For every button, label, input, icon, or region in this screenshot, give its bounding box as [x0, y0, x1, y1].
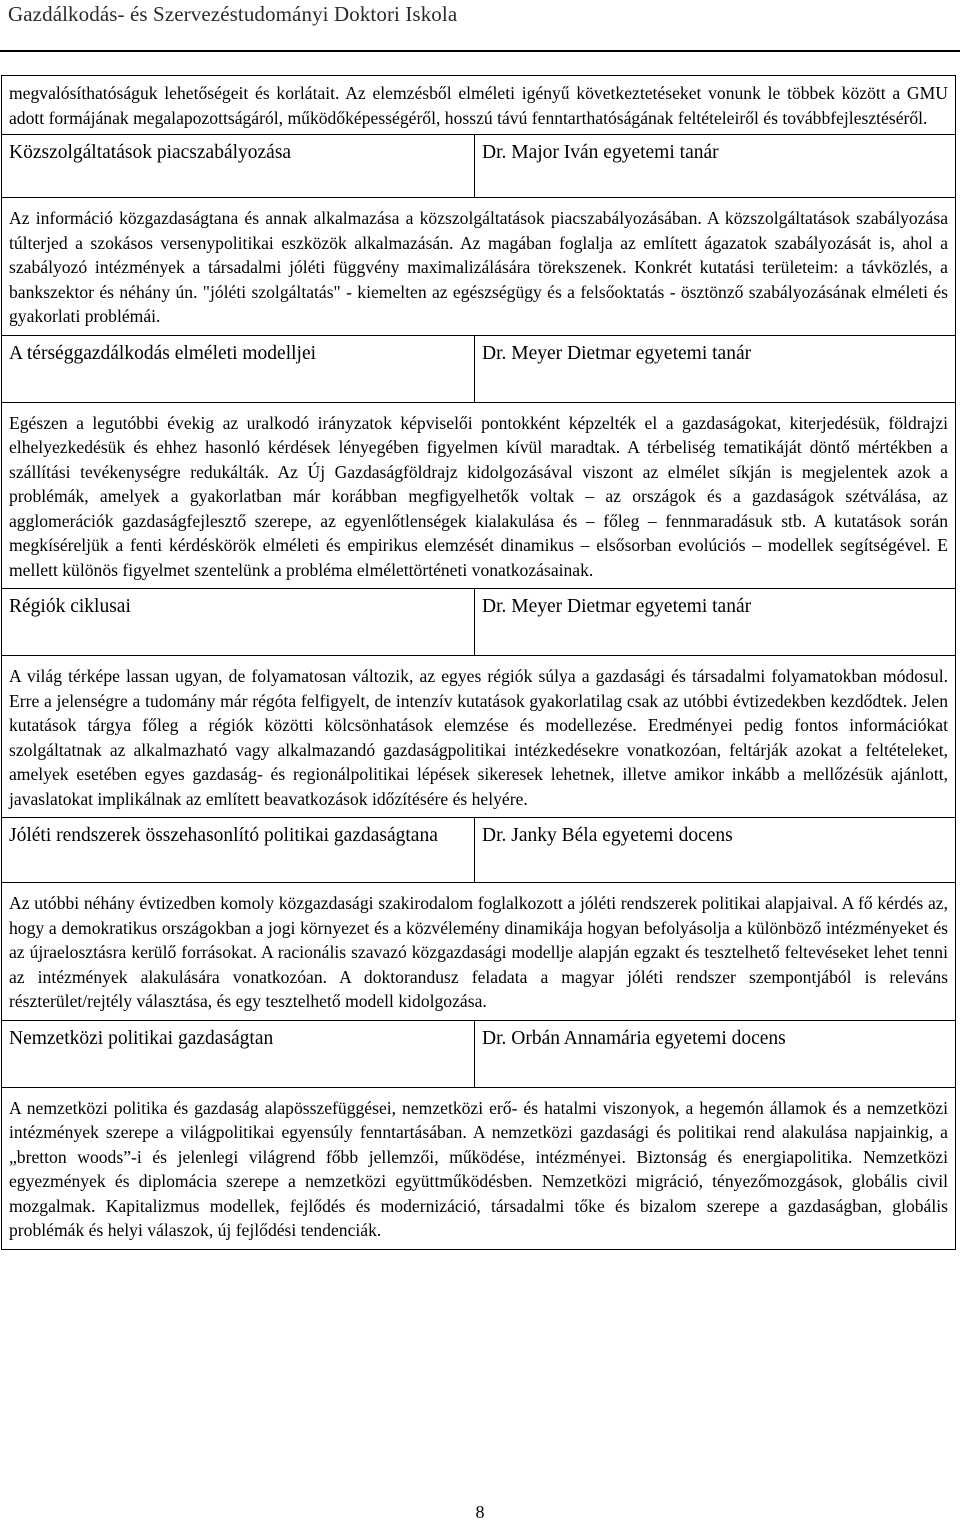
course-title: Régiók ciklusai	[2, 589, 475, 656]
course-header-row	[2, 335, 956, 402]
course-description: Az utóbbi néhány évtizedben komoly közgazdasági szakirodalom foglalkozott a jóléti rendszerek politikai alapjaival. A fő kérdés az, hogy a demokratikus országokban a jogi környezet és a közvélemény dinamikája hogyan befolyásolja a különböző intézményeket és az újraelosztásra kerülő forrásokat. A racionális szavazó közgazdasági modellje alapján egzakt és tesztelhető feltevéseket lehet tenni az intézmények alakulására vonatkozóan. A doktorandusz feladata a magyar jóléti rendszer szempontjából is releváns részterület/rejtély választása, és egy tesztelhető modell kidolgozása.	[2, 883, 956, 1021]
course-title: A térséggazdálkodás elméleti modelljei	[2, 335, 475, 402]
header-rule	[0, 50, 960, 52]
course-table	[1, 75, 956, 1250]
course-header-row	[2, 589, 956, 656]
course-description-row	[2, 1087, 956, 1249]
document-header: Gazdálkodás- és Szervezéstudományi Doktori Iskola	[8, 2, 458, 26]
course-title: Nemzetközi politikai gazdaságtan	[2, 1020, 475, 1087]
intro-row	[2, 76, 956, 135]
course-lecturer: Dr. Janky Béla egyetemi docens	[475, 818, 956, 883]
course-description: Egészen a legutóbbi évekig az uralkodó irányzatok képviselői pontokként képzelték el a gazdaságokat, kiterjedésük, földrajzi elhelyezkedésük és ehhez hasonló kérdések lényegében figyelmen kívül maradtak. A térbeliség tematikáját döntő mértékben a szállítási tevékenységre redukálták. Az Új Gazdaságföldrajz kidolgozásával viszont az elmélet síkján is megjelentek azok a problémák, amelyek a gyakorlatban már korábban megfigyelhetők voltak – az országok és a gazdaságok szétválása, az agglomerációk gazdaságfejlesztő szerepe, az egyenlőtlenségek kialakulása és – főleg – fennmaradásuk stb. A kutatások során megkíséreljük a fenti kérdéskörök elméleti és empirikus elemzését dinamikus – elsősorban evolúciós – modellek segítségével. E mellett különös figyelmet szentelünk a probléma elmélettörténeti vonatkozásainak.	[2, 402, 956, 589]
course-title: Jóléti rendszerek összehasonlító politikai gazdaságtana	[2, 818, 475, 883]
course-lecturer: Dr. Orbán Annamária egyetemi docens	[475, 1020, 956, 1087]
course-description-row	[2, 402, 956, 589]
course-description-row	[2, 883, 956, 1021]
course-header-row	[2, 135, 956, 198]
course-description: Az információ közgazdaságtana és annak alkalmazása a közszolgáltatások piacszabályozásában. A közszolgáltatások szabályozása túlterjed a szokásos versenypolitikai eszközök alkalmazásán. Az magában foglalja az említett ágazatok szabályozását is, ahol a szabályozó intézmények a társadalmi jóléti függvény maximalizálására törekszenek. Konkrét kutatási területeim: a távközlés, a bankszektor és néhány ún. "jóléti szolgáltatás" - kiemelten az egészségügy és a felsőoktatás - ösztönző szabályozásának elméleti és gyakorlati problémái.	[2, 198, 956, 336]
course-description: A világ térképe lassan ugyan, de folyamatosan változik, az egyes régiók súlya a gazdasági és társadalmi folyamatokban módosul. Erre a jelenségre a tudomány már régóta felfigyelt, de intenzív kutatások gyakorlatilag csak az utóbbi évtizedekben kezdődtek. Jelen kutatások tárgya főleg a régiók közötti kölcsönhatások elemzése és modellezése. Eredményei pedig fontos információkat szolgáltatnak az alkalmazható vagy alkalmazandó gazdaságpolitikai intézkedésekre vonatkozóan, feltárják azokat a feltételeket, amelyek esetében egyes gazdaság- és regionálpolitikai lépések sikeresek lehetnek, illetve amikor inkább a mellőzésük ajánlott, javaslatokat implikálnak az említett beavatkozások időzítésére és helyére.	[2, 656, 956, 818]
course-header-row	[2, 818, 956, 883]
course-lecturer: Dr. Meyer Dietmar egyetemi tanár	[475, 589, 956, 656]
course-header-row	[2, 1020, 956, 1087]
course-description: A nemzetközi politika és gazdaság alapösszefüggései, nemzetközi erő- és hatalmi viszonyok, a hegemón államok és a nemzetközi intézmények szerepe a világpolitikai egyensúly fenntartásában. A nemzetközi gazdasági és politikai rend alakulása napjainkig, a „bretton woods”-i és jelenlegi világrend főbb jellemzői, működése, intézményei. Biztonság és energiapolitika. Nemzetközi egyezmények és diplomácia szerepe a nemzetközi együttműködésben. Nemzetközi migráció, tényezőmozgások, globális civil mozgalmak. Kapitalizmus modellek, fejlődés és modernizáció, társadalmi tőke és bizalom szerepe a gazdaságban, globális problémák és helyi válaszok, új fejlődési tendenciák.	[2, 1087, 956, 1249]
course-lecturer: Dr. Meyer Dietmar egyetemi tanár	[475, 335, 956, 402]
course-lecturer: Dr. Major Iván egyetemi tanár	[475, 135, 956, 198]
course-title: Közszolgáltatások piacszabályozása	[2, 135, 475, 198]
course-description-row	[2, 656, 956, 818]
course-description-row	[2, 198, 956, 336]
intro-text: megvalósíthatóságuk lehetőségeit és korlátait. Az elemzésből elméleti igényű következtetéseket vonunk le többek között a GMU adott formájának megalapozottságáról, működőképességéről, hosszú távú fenntarthatóságának feltételeiről és továbbfejlesztéséről.	[2, 76, 956, 135]
page-number: 8	[475, 1502, 485, 1522]
